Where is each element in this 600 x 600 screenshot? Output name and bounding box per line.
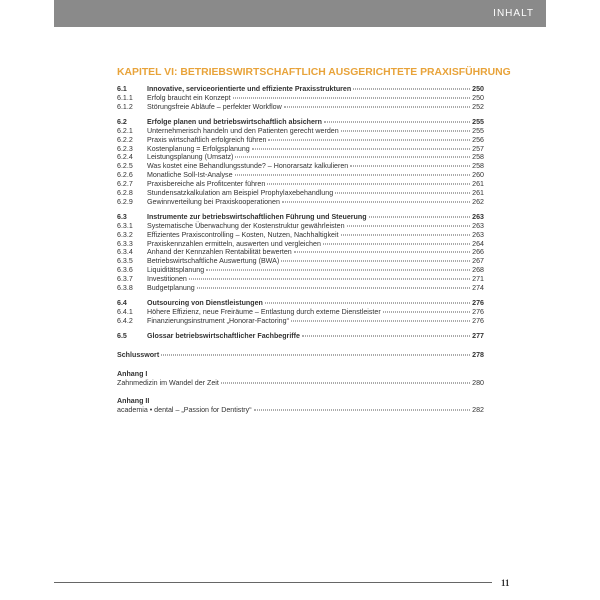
entry-title: Instrumente zur betriebswirtschaftlichen Führung und Steuerung: [147, 212, 367, 221]
dot-leader: [282, 201, 470, 202]
entry-number: 6.2.8: [117, 188, 133, 197]
entry-title: Budgetplanung: [147, 283, 195, 292]
dot-leader: [347, 225, 471, 226]
section-gap: [117, 341, 484, 351]
entry-page: 266: [472, 248, 484, 257]
entry-title: Erfolge planen und betriebswirtschaftlich absichern: [147, 118, 323, 127]
toc-section-row[interactable]: [117, 118, 484, 127]
header-bar: [54, 0, 546, 27]
header-label: INHALT: [493, 8, 534, 19]
entry-title: Anhand der Kennzahlen Rentabilität bewerten: [147, 248, 292, 257]
entry-page: 258: [472, 162, 484, 171]
toc-item-row[interactable]: [117, 275, 484, 284]
entry-page: 263: [472, 212, 484, 221]
entry-number: 6.1.1: [117, 93, 133, 102]
entry-number: 6.3.2: [117, 230, 133, 239]
entry-number: 6.2.2: [117, 135, 133, 144]
entry-page: 264: [472, 239, 484, 248]
entry-page: 258: [472, 153, 484, 162]
chapter-title: KAPITEL VI: BETRIEBSWIRTSCHAFTLICH AUSGERICHTETE PRAXISFÜHRUNG: [117, 67, 511, 78]
dot-leader: [268, 139, 470, 140]
anhang-heading: Anhang II: [117, 397, 150, 406]
entry-page: 274: [472, 283, 484, 292]
entry-page: 256: [472, 135, 484, 144]
dot-leader: [206, 270, 470, 271]
entry-page: 255: [472, 126, 484, 135]
section-gap: [117, 387, 484, 397]
entry-page: 282: [472, 406, 484, 415]
entry-title: Unternehmerisch handeln und den Patienten gerecht werden: [147, 126, 339, 135]
section-gap: [117, 360, 484, 370]
entry-title: Kostenplanung = Erfolgsplanung: [147, 144, 250, 153]
toc-item-row[interactable]: [117, 284, 484, 293]
dot-leader: [341, 130, 470, 131]
entry-title: Höhere Effizienz, neue Freiräume – Entlastung durch externe Dienstleister: [147, 307, 381, 316]
entry-title: Effizientes Praxiscontrolling – Kosten, Nutzen, Nachhaltigkeit: [147, 230, 339, 239]
entry-number: 6.3.1: [117, 221, 133, 230]
dot-leader: [221, 382, 470, 383]
dot-leader: [284, 106, 470, 107]
dot-leader: [235, 175, 471, 176]
toc-item-row[interactable]: [117, 266, 484, 275]
toc-item-row[interactable]: [117, 171, 484, 180]
toc-item-row[interactable]: [117, 317, 484, 326]
entry-number: 6.4.2: [117, 316, 133, 325]
entry-page: 252: [472, 102, 484, 111]
entry-title: Störungsfreie Abläufe – perfekter Workflow: [147, 102, 282, 111]
entry-page: 276: [472, 316, 484, 325]
entry-page: 260: [472, 171, 484, 180]
entry-title: Systematische Überwachung der Kostenstruktur gewährleisten: [147, 221, 345, 230]
entry-number: 6.2.4: [117, 153, 133, 162]
dot-leader: [254, 410, 471, 411]
toc-item-row[interactable]: [117, 162, 484, 171]
entry-page: 263: [472, 230, 484, 239]
toc-item-row[interactable]: [117, 308, 484, 317]
entry-number: 6.2.6: [117, 171, 133, 180]
entry-title: Glossar betriebswirtschaftlicher Fachbegriffe: [147, 332, 300, 341]
dot-leader: [252, 148, 470, 149]
entry-page: 278: [472, 350, 484, 359]
entry-title: Monatliche Soll-Ist-Analyse: [147, 171, 233, 180]
toc-item-row[interactable]: [117, 180, 484, 189]
toc-item-row[interactable]: [117, 248, 484, 257]
toc-item-row[interactable]: [117, 189, 484, 198]
entry-page: 268: [472, 266, 484, 275]
toc-section-row[interactable]: [117, 299, 484, 308]
toc-item-row[interactable]: [117, 136, 484, 145]
dot-leader: [383, 311, 470, 312]
dot-leader: [189, 278, 470, 279]
toc-item-row[interactable]: [117, 145, 484, 154]
entry-title: Liquiditätsplanung: [147, 266, 205, 275]
entry-title: Was kostet eine Behandlungsstunde? – Honorarsatz kalkulieren: [147, 162, 349, 171]
dot-leader: [235, 157, 470, 158]
entry-page: 257: [472, 144, 484, 153]
table-of-contents: [117, 85, 484, 415]
toc-item-row[interactable]: [117, 103, 484, 112]
toc-item-row[interactable]: [117, 153, 484, 162]
dot-leader: [291, 320, 470, 321]
entry-page: 263: [472, 221, 484, 230]
toc-item-row[interactable]: [117, 231, 484, 240]
entry-title: Erfolg braucht ein Konzept: [147, 93, 231, 102]
entry-page: 280: [472, 378, 484, 387]
dot-leader: [233, 97, 471, 98]
entry-page: 276: [472, 307, 484, 316]
entry-page: 262: [472, 197, 484, 206]
entry-page: 276: [472, 299, 484, 308]
dot-leader: [324, 122, 470, 123]
entry-page: 261: [472, 179, 484, 188]
toc-item-row[interactable]: [117, 257, 484, 266]
entry-number: 6.4.1: [117, 307, 133, 316]
entry-page: 261: [472, 188, 484, 197]
dot-leader: [302, 336, 470, 337]
entry-number: 6.3.5: [117, 257, 133, 266]
toc-item-row[interactable]: [117, 94, 484, 103]
page-number: 11: [501, 578, 510, 588]
anhang-heading: Anhang I: [117, 369, 148, 378]
toc-schlusswort-row[interactable]: [117, 351, 484, 360]
entry-number: 6.2.3: [117, 144, 133, 153]
dot-leader: [335, 192, 470, 193]
toc-item-row[interactable]: [117, 222, 484, 231]
toc-anhang-row[interactable]: [117, 406, 484, 415]
entry-title: Leistungsplanung (Umsatz): [147, 153, 234, 162]
entry-page: 250: [472, 93, 484, 102]
entry-title: Schlusswort: [117, 350, 160, 359]
entry-title: Praxisbereiche als Profitcenter führen: [147, 179, 266, 188]
entry-title: academia • dental – „Passion for Dentistry“: [117, 406, 252, 415]
entry-number: 6.2.7: [117, 179, 133, 188]
entry-page: 277: [472, 332, 484, 341]
dot-leader: [267, 183, 470, 184]
entry-number: 6.3.8: [117, 283, 133, 292]
entry-number: 6.2: [117, 118, 127, 127]
entry-number: 6.2.9: [117, 197, 133, 206]
toc-section-row[interactable]: [117, 332, 484, 341]
entry-title: Praxiskennzahlen ermitteln, auswerten und vergleichen: [147, 239, 321, 248]
entry-title: Praxis wirtschaftlich erfolgreich führen: [147, 135, 267, 144]
entry-page: 250: [472, 85, 484, 93]
dot-leader: [197, 287, 470, 288]
entry-title: Innovative, serviceorientierte und effiziente Praxisstrukturen: [147, 85, 352, 93]
entry-title: Outsourcing von Dienstleistungen: [147, 299, 263, 308]
entry-number: 6.4: [117, 299, 127, 308]
toc-section-row[interactable]: [117, 213, 484, 222]
dot-leader: [369, 216, 471, 217]
entry-title: Stundensatzkalkulation am Beispiel Prophylaxebehandlung: [147, 188, 334, 197]
toc-item-row[interactable]: [117, 240, 484, 249]
entry-number: 6.3.7: [117, 274, 133, 283]
dot-leader: [353, 89, 470, 90]
dot-leader: [294, 252, 470, 253]
entry-number: 6.2.5: [117, 162, 133, 171]
entry-number: 6.5: [117, 332, 127, 341]
toc-anhang-row[interactable]: [117, 379, 484, 388]
entry-number: 6.3.3: [117, 239, 133, 248]
entry-number: 6.3: [117, 212, 127, 221]
dot-leader: [281, 261, 470, 262]
entry-page: 255: [472, 118, 484, 127]
toc-item-row[interactable]: [117, 198, 484, 207]
dot-leader: [323, 243, 470, 244]
dot-leader: [341, 234, 471, 235]
dot-leader: [265, 303, 470, 304]
dot-leader: [350, 166, 470, 167]
toc-section-row[interactable]: [117, 85, 484, 94]
toc-item-row[interactable]: [117, 127, 484, 136]
entry-page: 271: [472, 274, 484, 283]
entry-number: 6.2.1: [117, 126, 133, 135]
entry-title: Investitionen: [147, 274, 187, 283]
entry-title: Finanzierungsinstrument „Honorar-Factoring“: [147, 316, 289, 325]
entry-title: Betriebswirtschaftliche Auswertung (BWA): [147, 257, 280, 266]
footer-divider: [54, 582, 492, 583]
entry-page: 267: [472, 257, 484, 266]
dot-leader: [161, 354, 470, 355]
entry-title: Zahnmedizin im Wandel der Zeit: [117, 378, 219, 387]
entry-number: 6.1: [117, 85, 127, 93]
entry-title: Gewinnverteilung bei Praxiskooperationen: [147, 197, 280, 206]
entry-number: 6.1.2: [117, 102, 133, 111]
entry-number: 6.3.4: [117, 248, 133, 257]
entry-number: 6.3.6: [117, 266, 133, 275]
